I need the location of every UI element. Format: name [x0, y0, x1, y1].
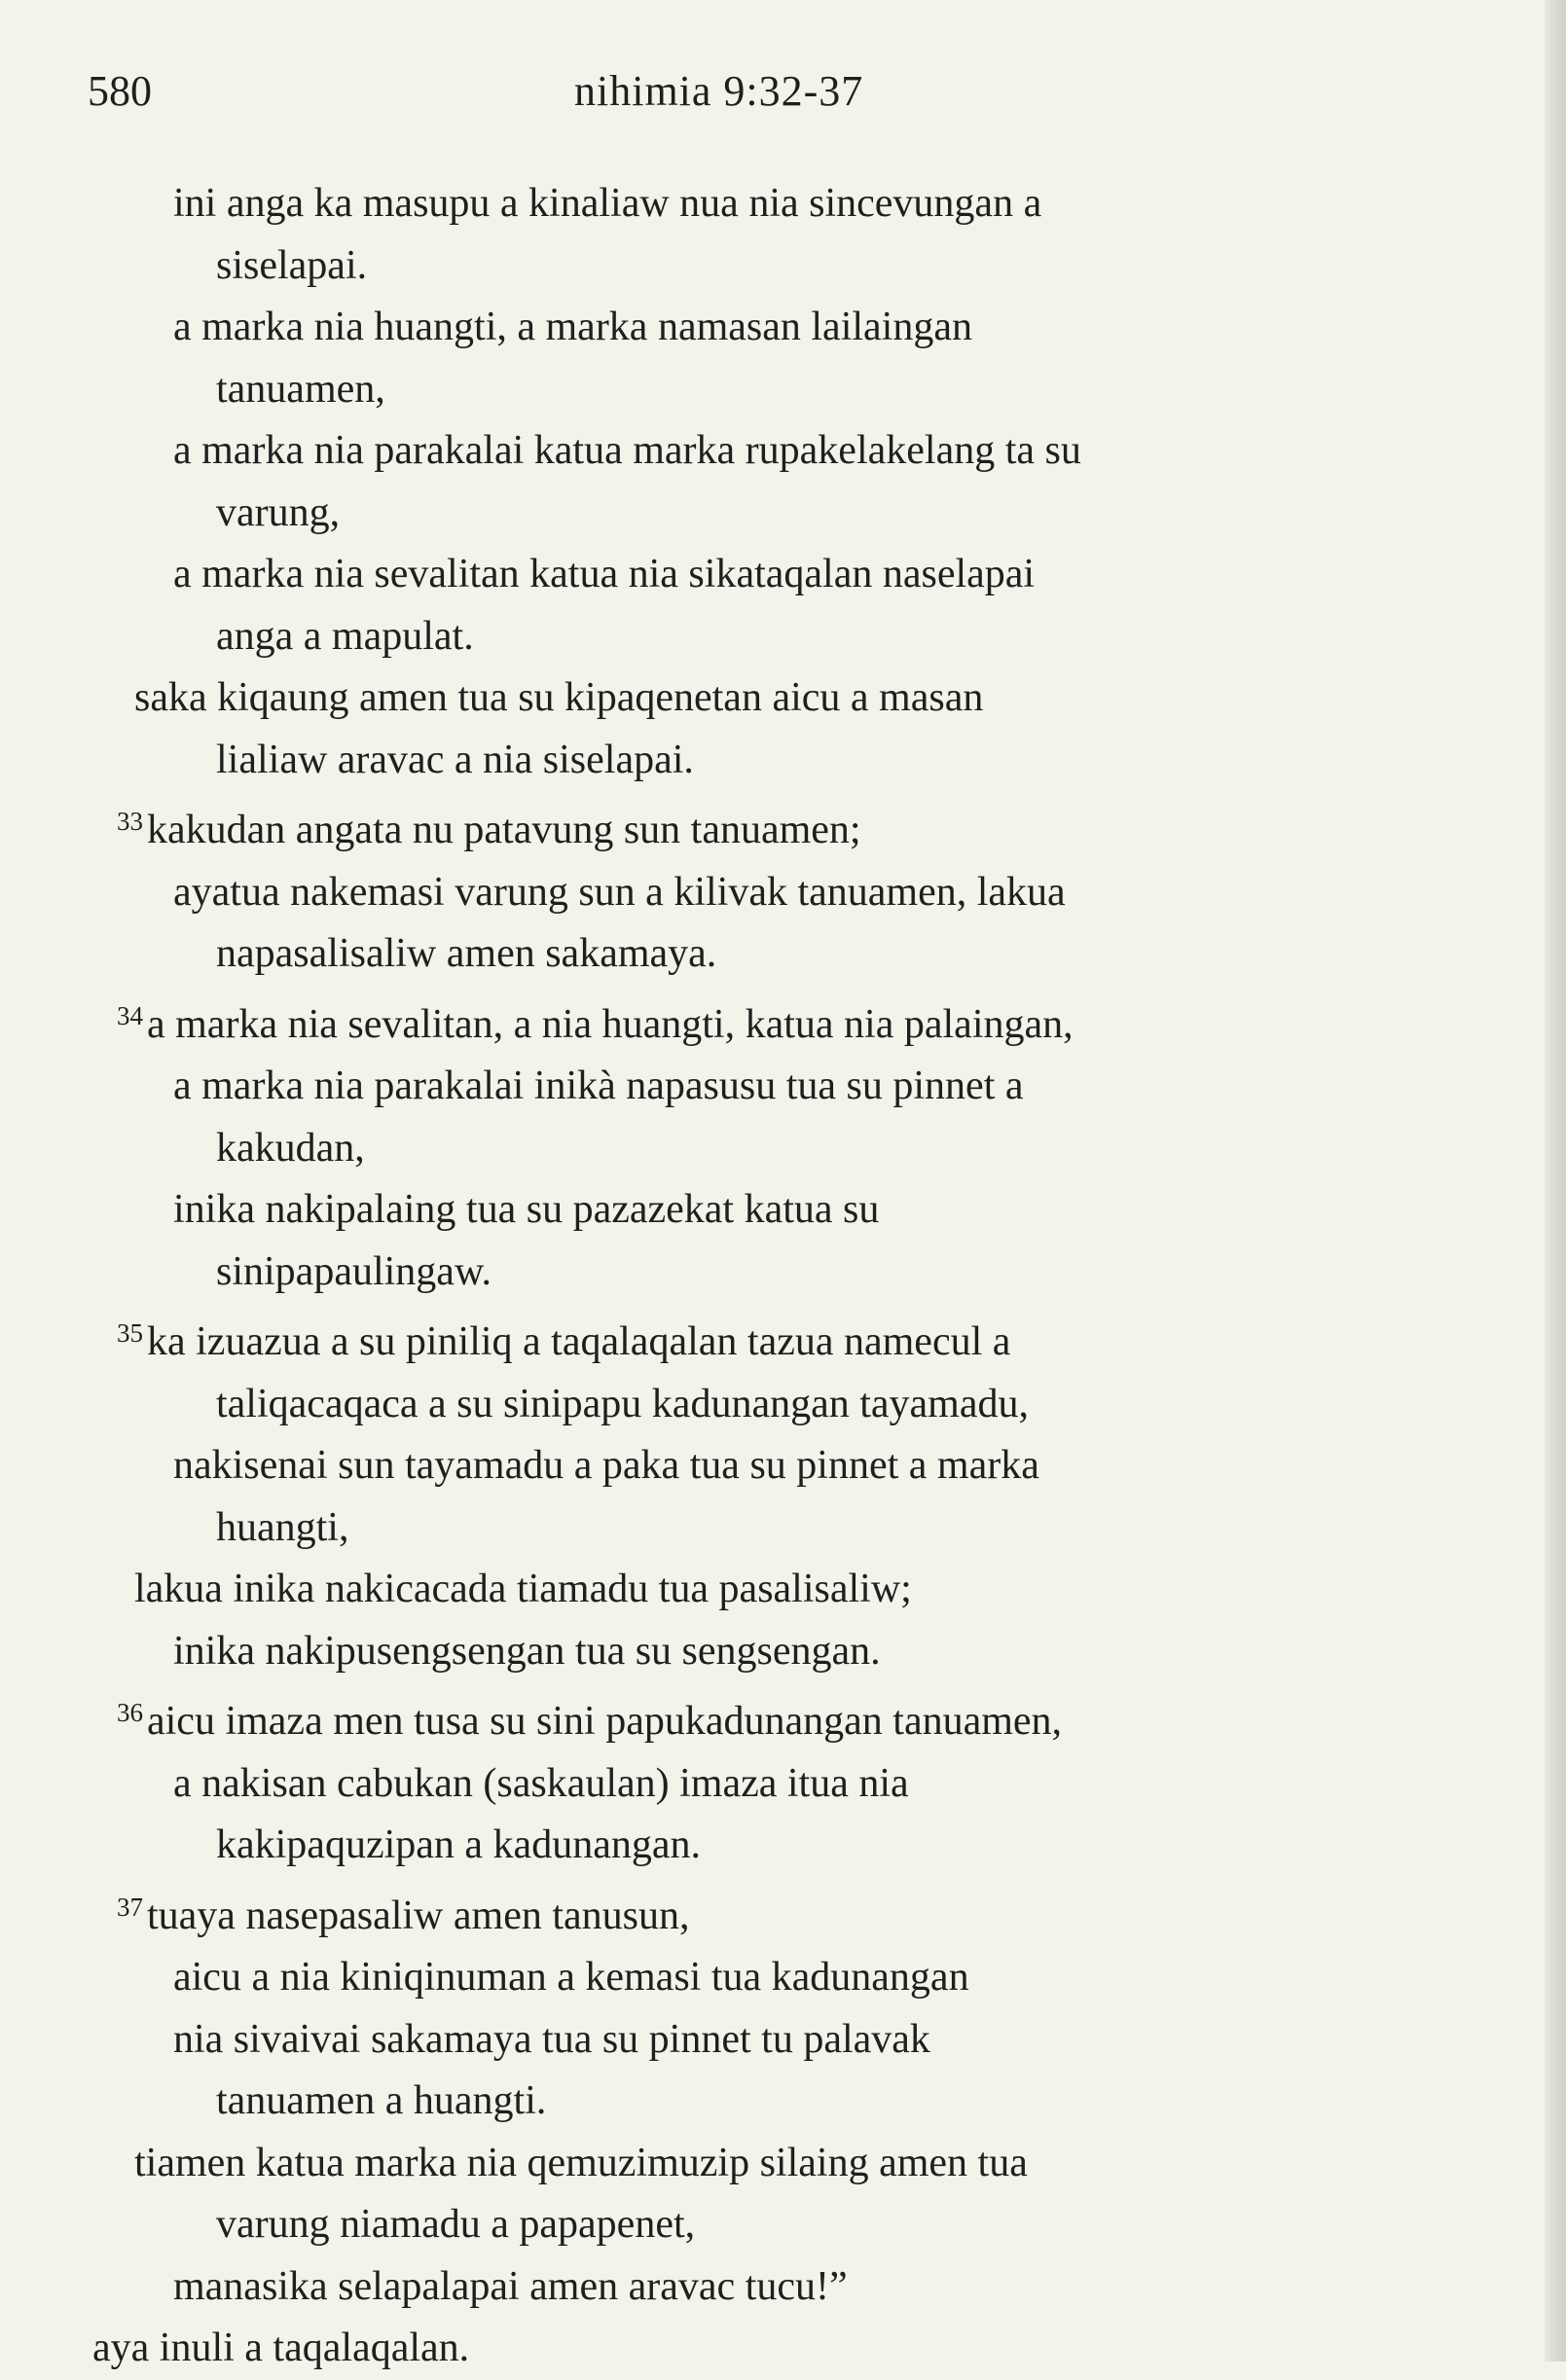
- text-line: [0, 1682, 1518, 1753]
- text-line: [0, 606, 1518, 668]
- line-text: siselapai.: [216, 242, 368, 288]
- line-text: saka kiqaung amen tua su kipaqenetan aicu a masan: [134, 675, 984, 720]
- line-text: manasika selapalapai amen aravac tucu!”: [173, 2263, 848, 2309]
- line-text: tanuamen,: [216, 366, 385, 412]
- line-text: a marka nia parakalai katua marka rupakelakelang ta su: [173, 428, 1081, 473]
- text-line: [0, 483, 1518, 545]
- line-text: a marka nia sevalitan, a nia huangti, katua nia palaingan,: [147, 1001, 1074, 1047]
- text-line: [0, 667, 1518, 730]
- text-line: [0, 1179, 1518, 1242]
- line-text: a nakisan cabukan (saskaulan) imaza itua nia: [173, 1760, 909, 1806]
- line-text: tuaya nasepasaliw amen tanusun,: [147, 1893, 690, 1938]
- running-head: nihimia 9:32-37: [574, 67, 864, 115]
- text-line: [0, 1497, 1518, 1560]
- text-line: [0, 1303, 1518, 1374]
- text-line: [0, 730, 1518, 792]
- text-line: [0, 2009, 1518, 2072]
- verse-number: 34: [117, 1000, 143, 1030]
- text-line: [0, 173, 1518, 235]
- text-line: [0, 1815, 1518, 1877]
- text-line: [0, 1559, 1518, 1621]
- line-text: ini anga ka masupu a kinaliaw nua nia sincevungan a: [173, 181, 1042, 226]
- text-line: [0, 2318, 1518, 2380]
- text-line: [0, 1242, 1518, 1304]
- line-text: nia sivaivai sakamaya tua su pinnet tu palavak: [173, 2016, 930, 2062]
- text-line: [0, 1435, 1518, 1497]
- page-edge: [1545, 0, 1566, 2362]
- line-text: anga a mapulat.: [216, 613, 474, 659]
- line-text: sinipapaulingaw.: [216, 1248, 492, 1294]
- text-line: [0, 791, 1518, 862]
- line-text: tanuamen a huangti.: [216, 2078, 547, 2123]
- line-text: a marka nia huangti, a marka namasan lailaingan: [173, 305, 972, 349]
- line-text: aicu imaza men tusa su sini papukadunangan tanuamen,: [147, 1699, 1063, 1744]
- line-text: napasalisaliw amen sakamaya.: [216, 931, 717, 976]
- line-text: nakisenai sun tayamadu a paka tua su pinnet a marka: [173, 1443, 1039, 1488]
- line-text: aicu a nia kiniqinuman a kemasi tua kadunangan: [173, 1955, 969, 2000]
- text-line: [0, 923, 1518, 986]
- text-line: [0, 1056, 1518, 1118]
- text-line: [0, 1118, 1518, 1180]
- verse-text: [0, 173, 1518, 2380]
- line-text: tiamen katua marka nia qemuzimuzip silaing amen tua: [134, 2140, 1028, 2185]
- line-text: aya inuli a taqalaqalan.: [92, 2326, 470, 2370]
- text-line: [0, 1947, 1518, 2009]
- page-header: [88, 66, 1431, 134]
- text-line: [0, 2256, 1518, 2319]
- text-line: [0, 1621, 1518, 1683]
- line-text: a marka nia parakalai inikà napasusu tua su pinnet a: [173, 1064, 1024, 1108]
- text-line: [0, 2071, 1518, 2133]
- text-line: [0, 2133, 1518, 2195]
- text-line: [0, 862, 1518, 924]
- line-text: inika nakipusengsengan tua su sengsengan.: [173, 1628, 881, 1674]
- line-text: varung,: [216, 489, 341, 535]
- text-line: [0, 544, 1518, 606]
- line-text: kakudan,: [216, 1125, 365, 1171]
- verse-number: 37: [117, 1892, 143, 1922]
- verse-number: 33: [117, 807, 143, 836]
- text-line: [0, 235, 1518, 298]
- line-text: taliqacaqaca a su sinipapu kadunangan tayamadu,: [216, 1381, 1029, 1426]
- line-text: inika nakipalaing tua su pazazekat katua su: [173, 1187, 880, 1232]
- line-text: huangti,: [216, 1504, 349, 1550]
- text-line: [0, 1877, 1518, 1948]
- text-line: [0, 1374, 1518, 1436]
- line-text: lakua inika nakicacada tiamadu tua pasalisaliw;: [134, 1567, 912, 1611]
- line-text: ka izuazua a su piniliq a taqalaqalan tazua namecul a: [147, 1319, 1011, 1364]
- line-text: ayatua nakemasi varung sun a kilivak tanuamen, lakua: [173, 869, 1066, 915]
- text-line: [0, 1753, 1518, 1816]
- text-line: [0, 420, 1518, 483]
- page-number: 580: [88, 67, 152, 115]
- line-text: a marka nia sevalitan katua nia sikataqalan naselapai: [173, 552, 1036, 596]
- verse-number: 36: [117, 1698, 143, 1727]
- line-text: varung niamadu a papapenet,: [216, 2202, 696, 2247]
- text-line: [0, 2194, 1518, 2256]
- text-line: [0, 359, 1518, 421]
- text-line: [0, 986, 1518, 1057]
- line-text: kakudan angata nu patavung sun tanuamen;: [147, 808, 861, 852]
- line-text: kakipaquzipan a kadunangan.: [216, 1822, 701, 1867]
- verse-number: 35: [117, 1318, 143, 1348]
- text-line: [0, 297, 1518, 359]
- line-text: lialiaw aravac a nia siselapai.: [216, 737, 694, 782]
